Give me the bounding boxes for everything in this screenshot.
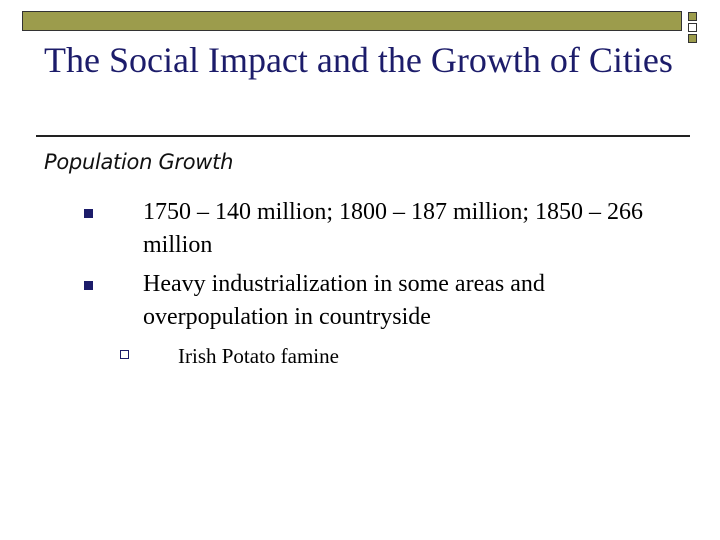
bullet-text: 1750 – 140 million; 1800 – 187 million; 1850 – 266 million — [143, 199, 644, 258]
corner-square-icon — [688, 34, 697, 43]
title-divider — [36, 135, 690, 137]
sub-bullet-text: Irish Potato famine — [178, 344, 339, 368]
filled-square-bullet-icon — [84, 209, 93, 218]
corner-square-icon — [688, 12, 697, 21]
corner-decoration — [688, 12, 708, 45]
filled-square-bullet-icon — [84, 281, 93, 290]
slide-subtitle: Population Growth — [44, 150, 234, 174]
bullet-text: Heavy industrialization in some areas and overpopulation in countryside — [143, 271, 545, 330]
slide-title: The Social Impact and the Growth of Cities — [44, 40, 673, 80]
header-bar — [22, 11, 682, 31]
corner-square-icon — [688, 23, 697, 32]
hollow-square-bullet-icon — [120, 350, 129, 359]
